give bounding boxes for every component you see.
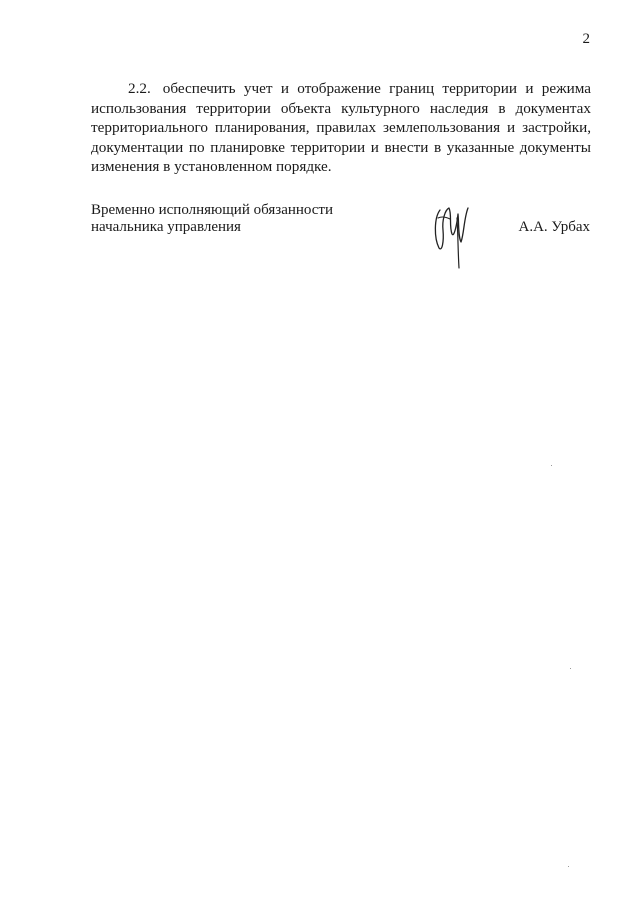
signatory-title-line-2: начальника управления [91, 218, 241, 235]
signatory-title-line-1: Временно исполняющий обязанности [91, 202, 334, 218]
clause-number: 2.2. [128, 80, 151, 98]
clause-text: обеспечить учет и отображение границ территории и режима использования территории объекта культурного наследия в документах территориального планирования, правилах землепользования и застройки, документации по планировке территории и внести в указанные документы изменения в установленном порядке. [91, 80, 591, 176]
page-number: 2 [582, 31, 590, 47]
signatory-name: А.А. Урбах [518, 219, 590, 235]
signatory-title [91, 202, 371, 235]
scan-speck [551, 465, 552, 466]
clause-paragraph [91, 79, 591, 177]
scan-speck [570, 668, 571, 669]
scan-speck [568, 866, 569, 867]
handwritten-signature-icon [430, 200, 478, 270]
